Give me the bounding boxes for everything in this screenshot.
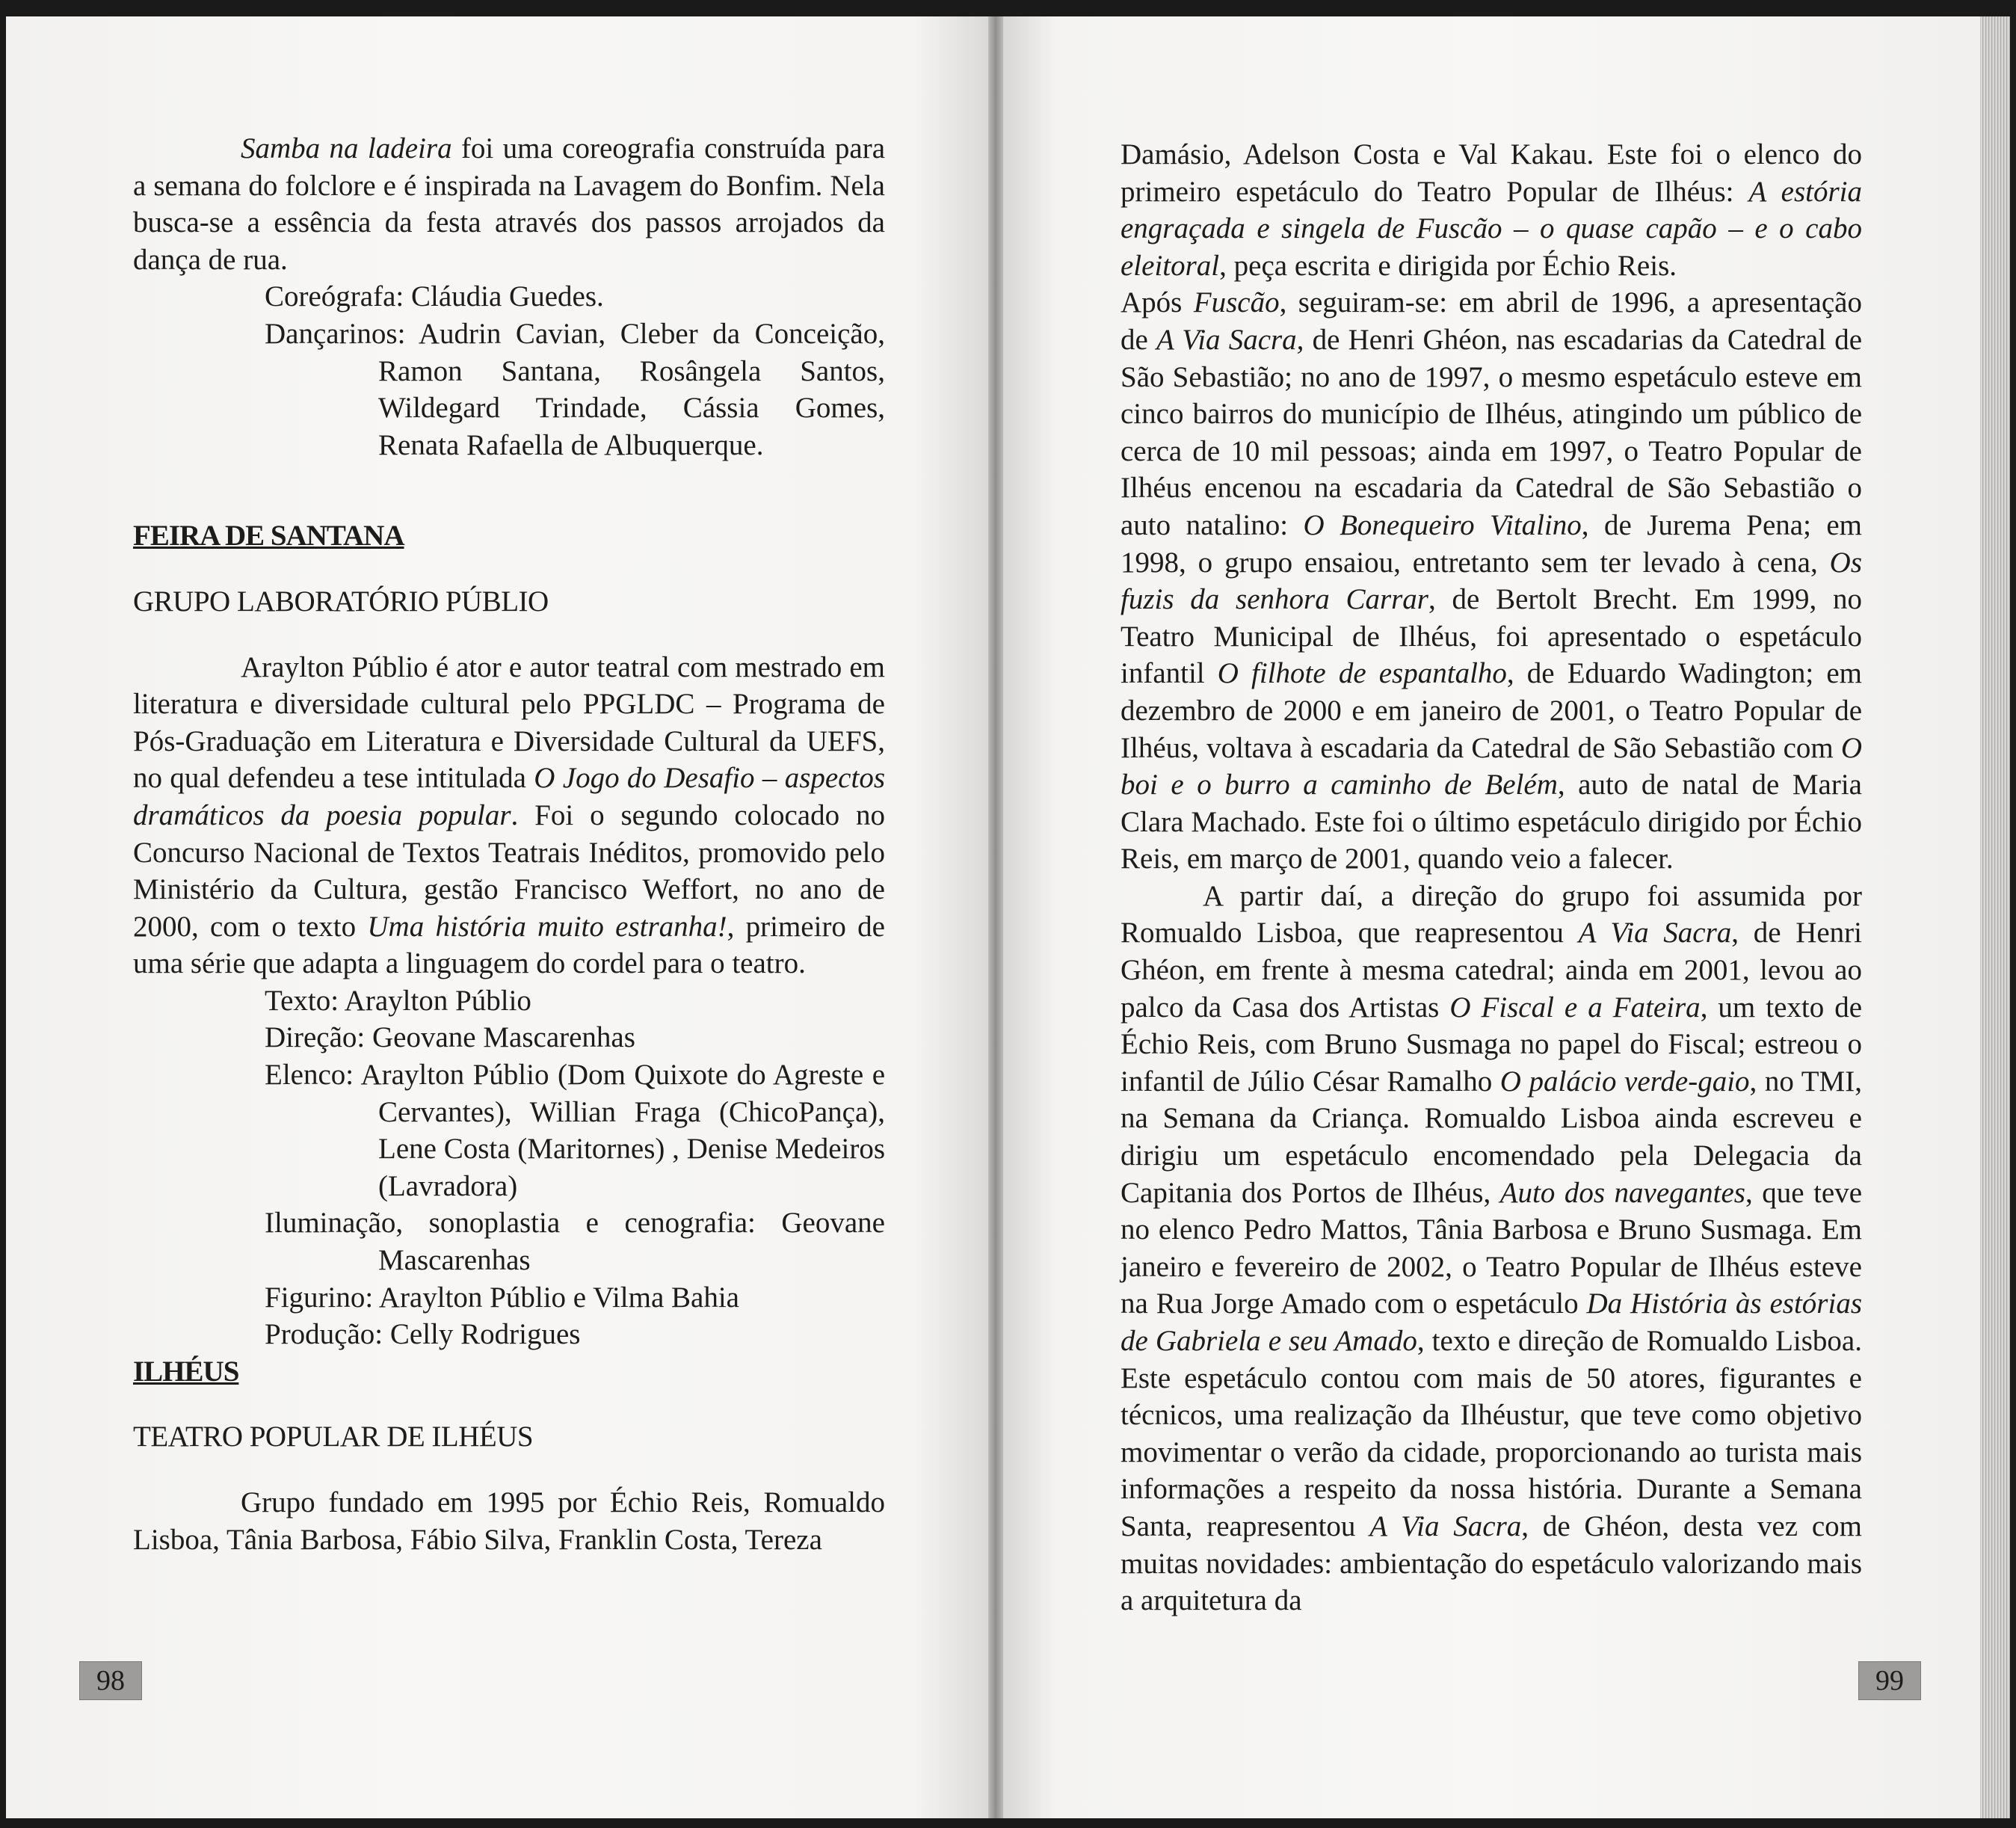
credit-iluminacao: Iluminação, sonoplastia e cenografia: Geovane Mascarenhas (265, 1207, 885, 1277)
credit-elenco: Elenco: Araylton Públio (Dom Quixote do Agreste e Cervantes), Willian Fraga (ChicoPança), Lene Costa (Maritornes) , Denise Medeiros (Lavradora) (265, 1059, 885, 1202)
p3-i: , que teve no elenco Pedro Mattos, Tânia Barbosa e Bruno Susmaga. Em janeiro e fevereiro de 2002, o Teatro Popular de Ilhéus esteve na Rua Jorge Amado com o espetáculo (1120, 1176, 1863, 1320)
p3-j: Da História às estórias de Gabriela e seu Amado (1120, 1287, 1862, 1357)
right-paragraph-1 (1120, 136, 1862, 284)
p3-c: , de Henri Ghéon, em frente à mesma catedral; ainda em 2001, levou ao palco da Casa dos Artistas (1120, 917, 1862, 1024)
thesis-title: O Jogo do Desafio – aspectos dramáticos da poesia popular (133, 762, 885, 831)
right-paragraph-2 (1120, 284, 1862, 878)
p2-c: , seguiram-se: em abril de 1996, a apresentação de (1120, 286, 1862, 356)
p1-text-c: , peça escrita e dirigida por Échio Reis. (1219, 249, 1677, 282)
p3-a: A partir daí, a direção do grupo foi assumida por Romualdo Lisboa, que reapresentou (1120, 879, 1862, 950)
p1-text-a: Damásio, Adelson Costa e Val Kakau. Este foi o elenco do primeiro espetáculo do Teatro Popular de Ilhéus: (1120, 138, 1862, 208)
p2-e: de Henri Ghéon, nas escadarias da Catedral de São Sebastião; no ano de 1997, o mesmo espetáculo esteve em cinco bairros do município de Ilhéus, atingindo um público de cerca de 10 mil pessoas; ainda em 1997, o Teatro Popular de Ilhéus encenou na escadaria da Catedral de São Sebastião o auto natalino: (1120, 323, 1863, 541)
credit-texto: Texto: Araylton Públio (265, 984, 531, 1017)
arraylton-text-3: , primeiro de uma série que adapta a linguagem do cordel para o teatro. (133, 910, 885, 980)
p2-h: Os fuzis da senhora Carrar (1120, 546, 1862, 616)
play-title: Uma história muito estranha! (367, 910, 727, 943)
credit-producao: Produção: Celly Rodrigues (265, 1318, 581, 1351)
p3-l: A Via Sacra (1369, 1510, 1522, 1542)
arraylton-text-2: . Foi o segundo colocado no Concurso Nacional de Textos Teatrais Inéditos, promovido pelo Ministério da Cultura, gestão Francisco Weffort, no ano de 2000, com o texto (133, 798, 885, 943)
p3-b: A Via Sacra (1578, 917, 1732, 950)
grupo-paragraph: Grupo fundado em 1995 por Échio Reis, Romualdo Lisboa, Tânia Barbosa, Fábio Silva, Franklin Costa, Tereza (133, 1486, 885, 1556)
p2-a: Após (1120, 286, 1194, 319)
p3-f: O palácio verde-gaio (1499, 1065, 1750, 1098)
feira-heading: FEIRA DE SANTANA (133, 520, 404, 553)
p2-b: Fuscão (1193, 286, 1280, 319)
left-page-text (133, 130, 885, 1558)
p2-g: , de Jurema Pena; em 1998, o grupo ensaiou, entretanto sem ter levado à cena, (1120, 508, 1862, 579)
dancarinos-line: Dançarinos: Audrin Cavian, Cleber da Conceição, Ramon Santana, Rosângela Santos, Wildegard Trindade, Cássia Gomes, Renata Rafaella de Albuquerque. (265, 317, 885, 461)
p3-d: O Fiscal e a Fateira (1449, 991, 1701, 1024)
right-page-text (1120, 136, 1862, 1619)
p3-e: , um texto de Échio Reis, com Bruno Susmaga no papel do Fiscal; estreou o infantil de Júlio César Ramalho (1120, 991, 1862, 1098)
p2-m: , auto de natal de Maria Clara Machado. Este foi o último espetáculo dirigido por Échio Reis, em março de 2001, quando veio a falecer. (1120, 769, 1862, 875)
samba-paragraph (133, 130, 885, 278)
p3-h: Auto dos navegantes (1499, 1176, 1745, 1209)
right-paragraph-3 (1120, 878, 1862, 1619)
p2-d: A Via Sacra, (1156, 323, 1304, 356)
p2-i: , de Bertolt Brecht. Em 1999, no Teatro Municipal de Ilhéus, foi apresentado o espetáculo infantil (1120, 583, 1863, 690)
page-edges (1980, 16, 2010, 1818)
p2-l: O boi e o burro a caminho de Belém (1120, 731, 1862, 801)
arraylton-paragraph (133, 649, 885, 982)
feira-subheading: GRUPO LABORATÓRIO PÚBLIO (133, 585, 549, 618)
fuscao-title: A estória engraçada e singela de Fuscão – o quase capão – e o cabo eleitoral (1120, 175, 1862, 282)
p3-g: , no TMI, na Semana da Criança. Romualdo Lisboa ainda escreveu e dirigiu um espetáculo encomendado pela Delegacia da Capitania dos Portos de Ilhéus, (1120, 1065, 1862, 1209)
p2-j: O filhote de espantalho (1217, 657, 1507, 690)
arraylton-text-1: Araylton Públio é ator e autor teatral com mestrado em literatura e diversidade cultural pelo PPGLDC – Programa de Pós-Graduação em Literatura e Diversidade Cultural da UEFS, no qual defendeu a tese intitulada (133, 650, 885, 795)
p2-k: , de Eduardo Wadington; em dezembro de 2000 e em janeiro de 2001, o Teatro Popular de Ilhéus, voltava à escadaria da Catedral de São Sebastião com (1120, 657, 1862, 764)
p3-k: , texto e direção de Romualdo Lisboa. Este espetáculo contou com mais de 50 atores, figurantes e técnicos, uma realização da Ilhéustur, que teve como objetivo movimentar o verão da cidade, proporcionando ao turista mais informações a respeito da nossa história. Durante a Semana Santa, reapresentou (1120, 1325, 1862, 1542)
page-number-left: 98 (79, 1661, 142, 1700)
p2-f: O Bonequeiro Vitalino (1303, 508, 1582, 541)
credit-direcao: Direção: Geovane Mascarenhas (265, 1021, 635, 1054)
ilheus-heading: ILHÉUS (133, 1355, 239, 1388)
samba-title: Samba na ladeira (241, 132, 452, 164)
page-number-right: 99 (1858, 1661, 1921, 1700)
credit-figurino: Figurino: Araylton Públio e Vilma Bahia (265, 1281, 739, 1314)
coreografa-line: Coreógrafa: Cláudia Guedes. (265, 280, 604, 313)
samba-text: foi uma coreografia construída para a semana do folclore e é inspirada na Lavagem do Bonfim. Nela busca-se a essência da festa através dos passos arrojados da dança de rua. (133, 132, 885, 276)
book-gutter (988, 16, 1003, 1818)
p3-m: , de Ghéon, desta vez com muitas novidades: ambientação do espetáculo valorizando mais a arquitetura da (1120, 1510, 1862, 1617)
ilheus-subheading: TEATRO POPULAR DE ILHÉUS (133, 1421, 534, 1453)
